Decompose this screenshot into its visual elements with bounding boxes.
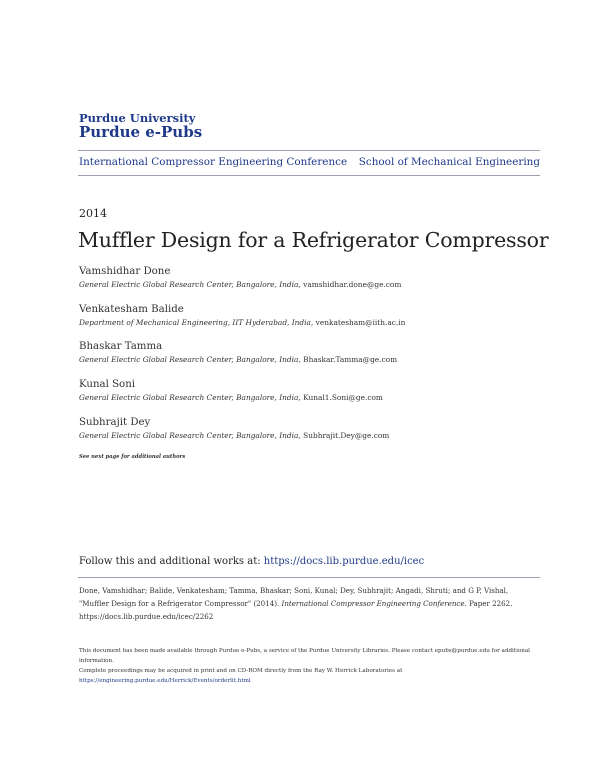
author-affiliation: General Electric Global Research Center, Bangalore, India, Bhaskar.Tamma@ge.com <box>79 355 398 364</box>
author-name: Bhaskar Tamma <box>79 341 163 352</box>
author-name: Kunal Soni <box>79 379 136 390</box>
university-name: Purdue University <box>79 111 196 125</box>
citation-url[interactable]: https://docs.lib.purdue.edu/icec/2262 <box>79 611 214 621</box>
author-affiliation: General Electric Global Research Center, Bangalore, India, Kunal1.Soni@ge.com <box>79 393 383 402</box>
author-email: Bhaskar.Tamma@ge.com <box>303 355 398 364</box>
author-email: Kunal1.Soni@ge.com <box>303 393 383 402</box>
conference-link[interactable]: International Compressor Engineering Conference <box>79 156 348 168</box>
citation-venue: International Compressor Engineering Conference. <box>281 598 467 608</box>
school-link[interactable]: School of Mechanical Engineering <box>358 156 540 168</box>
herrick-link[interactable]: https://engineering.purdue.edu/Herrick/Events/orderlit.html <box>79 677 251 684</box>
bottom-divider <box>78 577 540 578</box>
author-affiliation: Department of Mechanical Engineering, IIT Hyderabad, India, venkatesham@iith.ac.in <box>79 318 406 327</box>
publication-year: 2014 <box>79 207 107 220</box>
author-name: Vamshidhar Done <box>79 266 171 277</box>
follow-line <box>79 556 424 567</box>
middle-divider <box>78 175 540 176</box>
epubs-notice: This document has been made available through Purdue e-Pubs, a service of the Purdue University Libraries. Please contact epubs@purdue.edu for additional information. <box>79 648 530 664</box>
top-divider <box>78 150 540 151</box>
additional-authors-note: See next page for additional authors <box>79 454 186 460</box>
citation-block: Done, Vamshidhar; Balide, Venkatesham; Tamma, Bhaskar; Soni, Kunal; Dey, Subhrajit; Angadi, Shruti; and G P, Vishal, "Muffler Design for a Refrigerator Compressor" (2014). International Compressor Engineering Conference. Paper 2262. https://docs.lib.purdue.edu/icec/2262 <box>79 586 513 621</box>
paper-title: Muffler Design for a Refrigerator Compressor <box>78 228 549 252</box>
author-email: vamshidhar.done@ge.com <box>303 280 402 289</box>
follow-link[interactable]: https://docs.lib.purdue.edu/icec <box>263 556 425 567</box>
author-name: Venkatesham Balide <box>79 304 184 315</box>
collection-links <box>79 156 540 168</box>
author-name: Subhrajit Dey <box>79 417 151 428</box>
author-affiliation: General Electric Global Research Center, Bangalore, India, Subhrajit.Dey@ge.com <box>79 431 390 440</box>
follow-label: Follow this and additional works at: <box>79 556 261 567</box>
repository-name[interactable]: Purdue e-Pubs <box>79 123 203 141</box>
author-email: venkatesham@iith.ac.in <box>315 318 406 327</box>
proceedings-notice: Complete proceedings may be acquired in print and on CD-ROM directly from the Ray W. Herrick Laboratories at https://engineering.purdue.edu/Herrick/Events/orderlit.html <box>79 668 403 684</box>
author-affiliation: General Electric Global Research Center, Bangalore, India, vamshidhar.done@ge.com <box>79 280 402 289</box>
author-email: Subhrajit.Dey@ge.com <box>303 431 390 440</box>
